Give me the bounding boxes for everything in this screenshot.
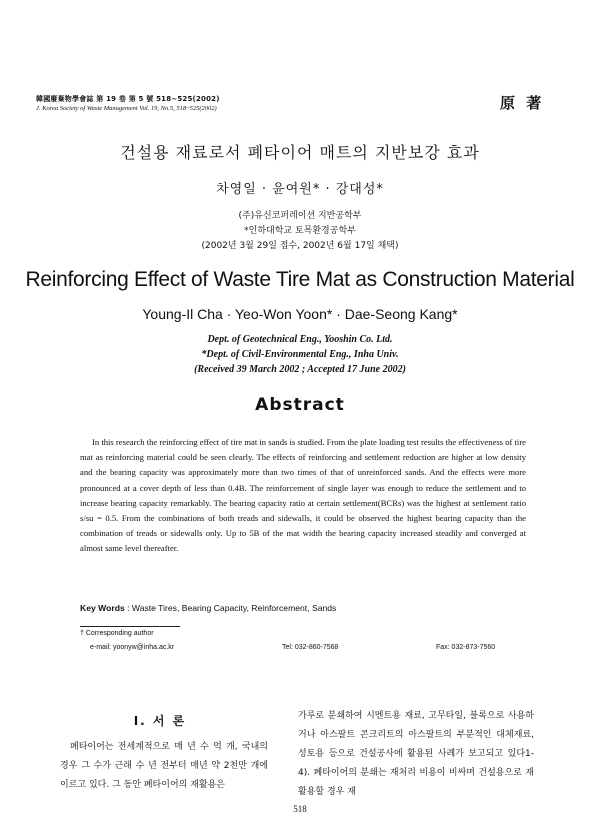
journal-header-english: J. Korea Society of Waste Management Vol. 19, No.5, 518~525(2002) [36, 105, 217, 112]
abstract-body: In this research the reinforcing effect of tire mat in sands is studied. From the plate loading test results the effectiveness of tire mat as reinforcing material could be seen clearly. The effects of reinforcing and settlement reduction are higher at low density and the bearing capacity was approximately more than two times of that of unreinforced sands. And the effects were more pronounced at a cover depth of less than 0.4B. The reinforcement of single layer was enough to reduce the settlement and to increase bearing capacity remarkably. The bearing capacity ratio at certain settlement(BCRs) was the highest at settlement ratio s/su = 0.5. From the combinations of both treads and sidewalls, it could be observed the highest bearing capacity than the combination of treads or sidewalls only. Up to 5B of the mat width the bearing capacity increased steadily and converged at almost same level thereafter. [80, 437, 526, 554]
keywords-label: Key Words [80, 603, 125, 613]
english-received-dates: (Received 39 March 2002 ; Accepted 17 June 2002) [194, 364, 406, 375]
keywords-text: : Waste Tires, Bearing Capacity, Reinforcement, Sands [127, 603, 337, 613]
korean-authors: 차영일 · 윤여원* · 강대성* [216, 182, 384, 197]
korean-received-dates: (2002년 3월 29일 접수, 2002년 6월 17일 채택) [201, 241, 399, 251]
article-type-badge: 原 著 [500, 94, 545, 112]
keywords-line [80, 603, 526, 613]
page-number: 518 [293, 804, 307, 814]
abstract-heading: Abstract [255, 395, 345, 415]
section-heading-introduction: Ⅰ. 서 론 [133, 714, 187, 728]
korean-title: 건설용 재료로서 폐타이어 매트의 지반보강 효과 [120, 143, 480, 162]
korean-affiliation-2: *인하대학교 토목환경공학부 [244, 226, 356, 236]
english-authors: Young-Il Cha · Yeo-Won Yoon* · Dae-Seong Kang* [142, 306, 458, 322]
english-affiliation-1: Dept. of Geotechnical Eng., Yooshin Co. Ltd. [207, 334, 393, 345]
korean-affiliation-1: (주)유신코퍼레이션 지반공학부 [238, 211, 362, 221]
contact-fax: Fax: 032-873-7560 [436, 644, 496, 651]
body-text-right-column: 가루로 분쇄하여 시멘트용 재료, 고무타일, 블록으로 사용하거나 아스팔트 콘크리트의 아스팔트의 부분적인 대체재료, 성토용 등으로 건설공사에 활용된 사례가 보고되고 있다1-4). 폐타이어의 분쇄는 재처리 비용이 비싸며 건설용으로 재활용할 경우 재 [298, 711, 534, 797]
english-title: Reinforcing Effect of Waste Tire Mat as Construction Material [25, 268, 575, 291]
footnote-divider [80, 626, 180, 627]
corresponding-author-note: † Corresponding author [80, 630, 154, 637]
body-text-left-column: 폐타이어는 전세계적으로 매 년 수 억 개, 국내의 경우 그 수가 근래 수 년 전부터 매년 약 2천만 개에 이르고 있다. 그 동안 폐타이어의 재활용은 [60, 742, 268, 790]
english-affiliation-2: *Dept. of Civil-Environmental Eng., Inha Univ. [201, 349, 399, 360]
contact-tel: Tel: 032-860-7568 [282, 644, 339, 651]
contact-email: e-mail: yoonyw@inha.ac.kr [90, 644, 175, 651]
journal-header-korean: 韓國廢棄物學會誌 第 19 卷 第 5 號 518~525(2002) [36, 95, 220, 103]
